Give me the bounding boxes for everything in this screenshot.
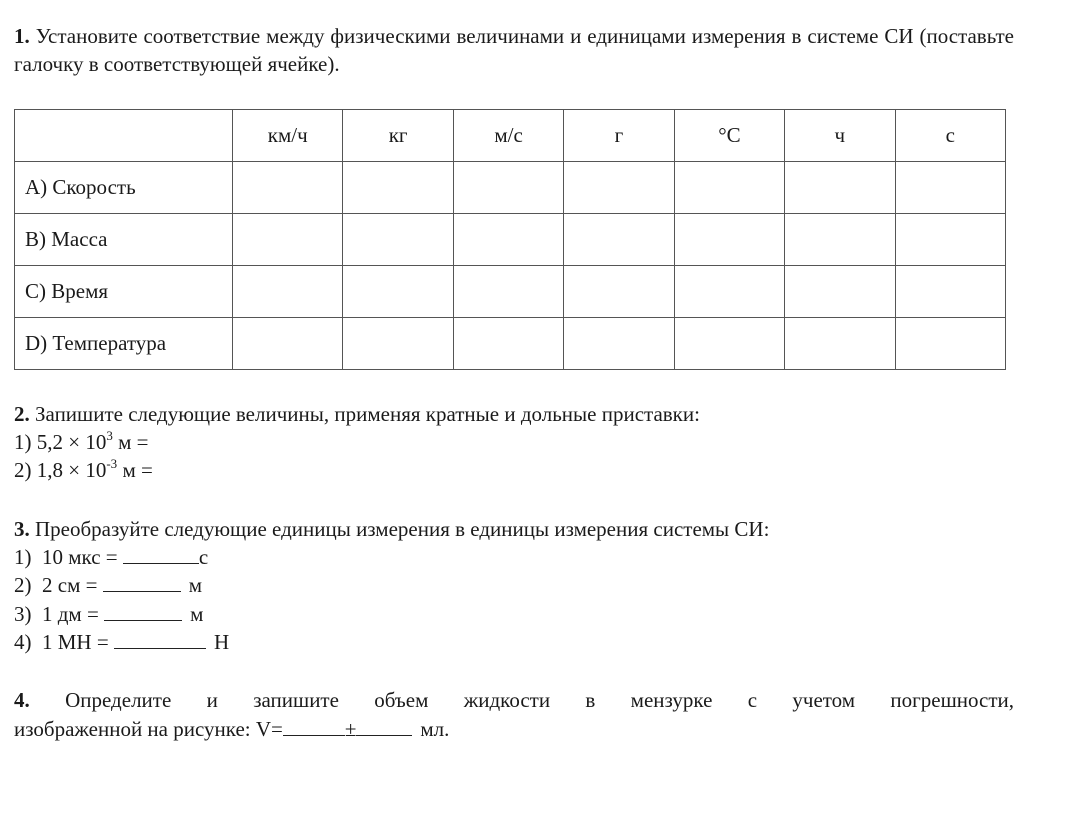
answer-cell[interactable] [785,213,895,265]
exponent: -3 [106,456,118,472]
answer-cell[interactable] [233,161,343,213]
item-unit: с [198,545,209,570]
answer-cell[interactable] [453,213,563,265]
item-suffix: м = [112,430,149,455]
task4-text-end: изображенной на рисунке: V= [14,716,283,741]
answer-cell[interactable] [895,161,1005,213]
item-expression: 2) 2 см = [14,573,103,598]
item-expression: 1) 5,2 × 10 [14,430,107,455]
task3 [14,515,1014,657]
answer-blank[interactable] [114,630,206,649]
task3-item [14,543,1014,571]
answer-blank[interactable] [103,573,181,592]
task3-item [14,628,1014,656]
answer-cell[interactable] [674,265,784,317]
task3-heading [14,515,1014,543]
task3-number: 3. [14,516,30,541]
row-label: A) Скорость [15,161,233,213]
item-suffix: м = [117,458,153,483]
exponent: 3 [106,428,113,444]
matching-table [14,109,1006,370]
error-blank[interactable] [356,717,412,736]
answer-cell[interactable] [895,213,1005,265]
answer-cell[interactable] [895,265,1005,317]
answer-cell[interactable] [453,265,563,317]
answer-cell[interactable] [674,161,784,213]
answer-cell[interactable] [674,213,784,265]
table-row [15,265,1006,317]
volume-blank[interactable] [283,717,345,736]
task3-item [14,571,1014,599]
answer-cell[interactable] [343,265,453,317]
task4-text: Определите и запишите объем жидкости в мензурке с учетом погрешности, [65,688,1015,713]
column-header: кг [343,109,453,161]
task2-item [14,428,1014,456]
task1-number: 1. [14,24,30,48]
task2-item [14,456,1014,484]
answer-cell[interactable] [564,265,674,317]
answer-cell[interactable] [564,213,674,265]
table-row [15,161,1006,213]
task3-item [14,600,1014,628]
column-header: г [564,109,674,161]
item-expression: 3) 1 дм = [14,601,105,626]
answer-blank[interactable] [123,545,199,564]
answer-cell[interactable] [343,161,453,213]
row-label: C) Время [15,265,233,317]
task1-text: Установите соответствие между физическими величинами и единицами измерения в системе СИ (поставьте галочку в соответствующей ячейке). [14,24,1014,77]
item-expression: 4) 1 МН = [14,630,114,655]
table-corner-cell [15,109,233,161]
task2-heading [14,400,1014,428]
item-unit: Н [213,630,230,655]
row-label: D) Температура [15,317,233,369]
item-unit: м [188,573,202,598]
column-header: с [895,109,1005,161]
answer-cell[interactable] [233,265,343,317]
item-unit: м [190,601,204,626]
item-expression: 2) 1,8 × 10 [14,458,107,483]
task2-number: 2. [14,401,30,426]
task4 [14,686,1014,743]
answer-cell[interactable] [233,317,343,369]
answer-cell[interactable] [564,161,674,213]
answer-cell[interactable] [895,317,1005,369]
plus-minus-sign: ± [344,716,357,741]
task4-line2 [14,715,1014,743]
task4-line1 [14,686,1014,714]
answer-cell[interactable] [564,317,674,369]
task2-text: Запишите следующие величины, применяя кратные и дольные приставки: [35,401,700,426]
column-header: км/ч [233,109,343,161]
task4-number: 4. [14,688,30,713]
column-header: ч [785,109,895,161]
volume-unit: мл. [420,716,450,741]
answer-cell[interactable] [343,213,453,265]
task1-heading [14,22,1014,79]
column-header: м/с [453,109,563,161]
worksheet [14,22,1014,743]
answer-cell[interactable] [785,161,895,213]
answer-cell[interactable] [785,265,895,317]
answer-cell[interactable] [343,317,453,369]
item-expression: 1) 10 мкс = [14,545,123,570]
row-label: B) Масса [15,213,233,265]
answer-blank[interactable] [104,602,182,621]
table-row [15,317,1006,369]
answer-cell[interactable] [674,317,784,369]
column-header: °С [674,109,784,161]
answer-cell[interactable] [453,317,563,369]
answer-cell[interactable] [785,317,895,369]
task2 [14,400,1014,485]
answer-cell[interactable] [233,213,343,265]
table-row [15,213,1006,265]
table-header-row [15,109,1006,161]
task3-text: Преобразуйте следующие единицы измерения в единицы измерения системы СИ: [35,516,770,541]
answer-cell[interactable] [453,161,563,213]
